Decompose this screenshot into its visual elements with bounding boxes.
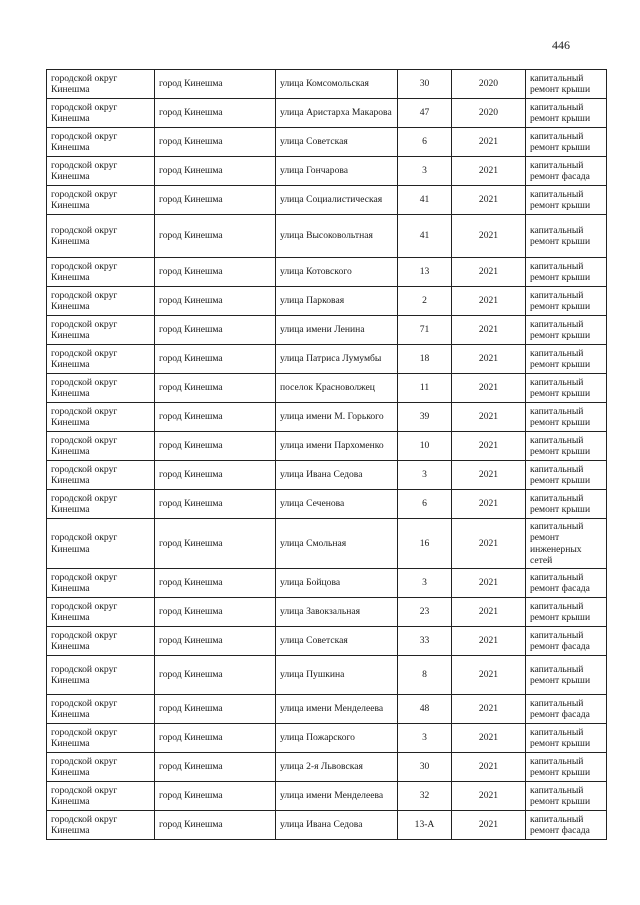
street-cell: улица Завокзальная [276,598,398,627]
house-number-cell: 6 [398,490,452,519]
house-number-cell: 18 [398,345,452,374]
table-row [47,345,607,374]
house-number-cell: 3 [398,461,452,490]
table-row [47,569,607,598]
district-cell: городской округ Кинешма [47,157,155,186]
year-cell: 2021 [452,186,526,215]
street-cell: улица Советская [276,627,398,656]
district-cell: городской округ Кинешма [47,598,155,627]
work-type-cell: капитальный ремонт крыши [526,403,607,432]
house-number-cell: 71 [398,316,452,345]
table-row [47,519,607,569]
district-cell: городской округ Кинешма [47,316,155,345]
year-cell: 2021 [452,627,526,656]
house-number-cell: 32 [398,782,452,811]
work-type-cell: капитальный ремонт крыши [526,287,607,316]
year-cell: 2021 [452,157,526,186]
house-number-cell: 30 [398,70,452,99]
street-cell: улица Пожарского [276,724,398,753]
house-number-cell: 39 [398,403,452,432]
year-cell: 2021 [452,724,526,753]
street-cell: улица Аристарха Макарова [276,99,398,128]
work-type-cell: капитальный ремонт крыши [526,186,607,215]
house-number-cell: 41 [398,215,452,258]
table-row [47,316,607,345]
house-number-cell: 13 [398,258,452,287]
table-row [47,490,607,519]
district-cell: городской округ Кинешма [47,753,155,782]
year-cell: 2021 [452,258,526,287]
district-cell: городской округ Кинешма [47,811,155,840]
table-row [47,811,607,840]
work-type-cell: капитальный ремонт крыши [526,724,607,753]
district-cell: городской округ Кинешма [47,403,155,432]
street-cell: улица Бойцова [276,569,398,598]
city-cell: город Кинешма [155,316,276,345]
district-cell: городской округ Кинешма [47,569,155,598]
district-cell: городской округ Кинешма [47,215,155,258]
work-type-cell: капитальный ремонт крыши [526,432,607,461]
table-row [47,99,607,128]
street-cell: улица Советская [276,128,398,157]
table-row [47,287,607,316]
street-cell: улица Смольная [276,519,398,569]
street-cell: улица Котовского [276,258,398,287]
city-cell: город Кинешма [155,519,276,569]
table-body [47,70,607,840]
district-cell: городской округ Кинешма [47,374,155,403]
city-cell: город Кинешма [155,811,276,840]
year-cell: 2021 [452,128,526,157]
table-row [47,627,607,656]
work-type-cell: капитальный ремонт фасада [526,157,607,186]
table-row [47,374,607,403]
work-type-cell: капитальный ремонт фасада [526,811,607,840]
work-type-cell: капитальный ремонт крыши [526,128,607,157]
year-cell: 2021 [452,374,526,403]
house-number-cell: 10 [398,432,452,461]
year-cell: 2021 [452,695,526,724]
house-number-cell: 23 [398,598,452,627]
work-type-cell: капитальный ремонт инженерных сетей [526,519,607,569]
year-cell: 2021 [452,345,526,374]
city-cell: город Кинешма [155,70,276,99]
district-cell: городской округ Кинешма [47,345,155,374]
house-number-cell: 16 [398,519,452,569]
street-cell: улица Ивана Седова [276,811,398,840]
street-cell: поселок Красноволжец [276,374,398,403]
work-type-cell: капитальный ремонт крыши [526,345,607,374]
city-cell: город Кинешма [155,490,276,519]
city-cell: город Кинешма [155,598,276,627]
street-cell: улица Пушкина [276,656,398,695]
district-cell: городской округ Кинешма [47,782,155,811]
district-cell: городской округ Кинешма [47,695,155,724]
city-cell: город Кинешма [155,569,276,598]
table-row [47,753,607,782]
street-cell: улица имени Менделеева [276,782,398,811]
district-cell: городской округ Кинешма [47,258,155,287]
city-cell: город Кинешма [155,215,276,258]
street-cell: улица имени Ленина [276,316,398,345]
table-row [47,403,607,432]
city-cell: город Кинешма [155,656,276,695]
district-cell: городской округ Кинешма [47,627,155,656]
street-cell: улица Высоковольтная [276,215,398,258]
city-cell: город Кинешма [155,695,276,724]
table-row [47,258,607,287]
street-cell: улица Сеченова [276,490,398,519]
house-number-cell: 41 [398,186,452,215]
table-row [47,695,607,724]
year-cell: 2020 [452,70,526,99]
street-cell: улица Комсомольская [276,70,398,99]
city-cell: город Кинешма [155,432,276,461]
house-number-cell: 3 [398,569,452,598]
year-cell: 2021 [452,782,526,811]
work-type-cell: капитальный ремонт крыши [526,316,607,345]
year-cell: 2021 [452,656,526,695]
district-cell: городской округ Кинешма [47,656,155,695]
table-row [47,128,607,157]
year-cell: 2021 [452,490,526,519]
district-cell: городской округ Кинешма [47,128,155,157]
house-number-cell: 3 [398,724,452,753]
work-type-cell: капитальный ремонт крыши [526,258,607,287]
year-cell: 2021 [452,432,526,461]
city-cell: город Кинешма [155,627,276,656]
city-cell: город Кинешма [155,157,276,186]
table-row [47,782,607,811]
city-cell: город Кинешма [155,782,276,811]
city-cell: город Кинешма [155,345,276,374]
table-row [47,157,607,186]
street-cell: улица Ивана Седова [276,461,398,490]
table-row [47,186,607,215]
year-cell: 2021 [452,811,526,840]
city-cell: город Кинешма [155,128,276,157]
house-number-cell: 2 [398,287,452,316]
city-cell: город Кинешма [155,724,276,753]
year-cell: 2021 [452,215,526,258]
city-cell: город Кинешма [155,403,276,432]
year-cell: 2021 [452,316,526,345]
district-cell: городской округ Кинешма [47,490,155,519]
year-cell: 2020 [452,99,526,128]
street-cell: улица имени Пархоменко [276,432,398,461]
house-number-cell: 11 [398,374,452,403]
work-type-cell: капитальный ремонт крыши [526,99,607,128]
city-cell: город Кинешма [155,461,276,490]
house-number-cell: 6 [398,128,452,157]
year-cell: 2021 [452,403,526,432]
table-row [47,656,607,695]
year-cell: 2021 [452,287,526,316]
street-cell: улица имени М. Горького [276,403,398,432]
district-cell: городской округ Кинешма [47,461,155,490]
district-cell: городской округ Кинешма [47,99,155,128]
district-cell: городской округ Кинешма [47,70,155,99]
table-row [47,432,607,461]
city-cell: город Кинешма [155,186,276,215]
house-number-cell: 3 [398,157,452,186]
house-number-cell: 47 [398,99,452,128]
city-cell: город Кинешма [155,374,276,403]
house-number-cell: 48 [398,695,452,724]
district-cell: городской округ Кинешма [47,432,155,461]
work-type-cell: капитальный ремонт крыши [526,215,607,258]
work-type-cell: капитальный ремонт крыши [526,782,607,811]
district-cell: городской округ Кинешма [47,186,155,215]
house-number-cell: 8 [398,656,452,695]
street-cell: улица Социалистическая [276,186,398,215]
table-row [47,461,607,490]
street-cell: улица 2-я Львовская [276,753,398,782]
house-number-cell: 13-А [398,811,452,840]
page-number: 446 [552,38,570,52]
street-cell: улица Парковая [276,287,398,316]
street-cell: улица Гончарова [276,157,398,186]
year-cell: 2021 [452,598,526,627]
work-type-cell: капитальный ремонт фасада [526,695,607,724]
district-cell: городской округ Кинешма [47,519,155,569]
year-cell: 2021 [452,461,526,490]
house-number-cell: 30 [398,753,452,782]
work-type-cell: капитальный ремонт крыши [526,70,607,99]
work-type-cell: капитальный ремонт крыши [526,490,607,519]
work-type-cell: капитальный ремонт крыши [526,598,607,627]
city-cell: город Кинешма [155,287,276,316]
year-cell: 2021 [452,753,526,782]
table-row [47,724,607,753]
street-cell: улица Патриса Лумумбы [276,345,398,374]
house-number-cell: 33 [398,627,452,656]
table-row [47,598,607,627]
city-cell: город Кинешма [155,99,276,128]
year-cell: 2021 [452,519,526,569]
street-cell: улица имени Менделеева [276,695,398,724]
table-row [47,70,607,99]
work-type-cell: капитальный ремонт фасада [526,627,607,656]
work-type-cell: капитальный ремонт фасада [526,569,607,598]
work-type-cell: капитальный ремонт крыши [526,656,607,695]
city-cell: город Кинешма [155,258,276,287]
work-type-cell: капитальный ремонт крыши [526,753,607,782]
repair-schedule-table [46,69,607,840]
year-cell: 2021 [452,569,526,598]
district-cell: городской округ Кинешма [47,724,155,753]
table-row [47,215,607,258]
work-type-cell: капитальный ремонт крыши [526,374,607,403]
city-cell: город Кинешма [155,753,276,782]
district-cell: городской округ Кинешма [47,287,155,316]
work-type-cell: капитальный ремонт крыши [526,461,607,490]
